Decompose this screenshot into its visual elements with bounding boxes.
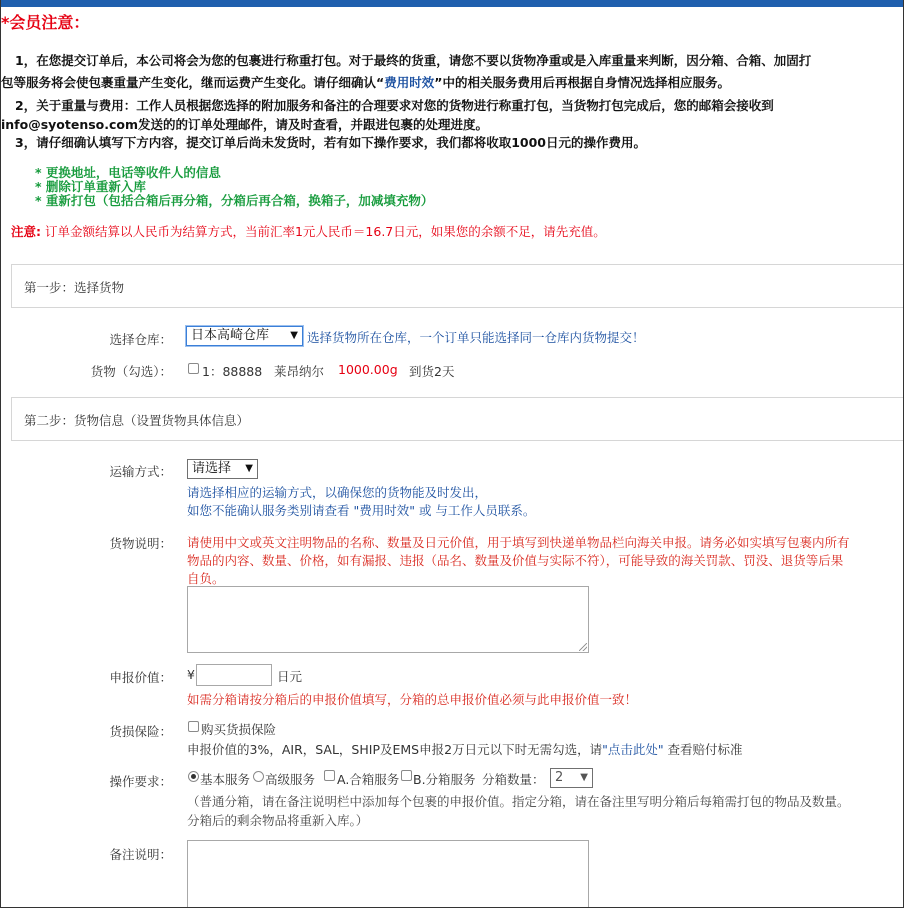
shipping-hint-line-1: 请选择相应的运输方式，以确保您的货物能及时发出， (187, 485, 488, 500)
notice-bullet-1: * 更换地址，电话等收件人的信息 (35, 165, 221, 180)
notice-bullet-3: * 重新打包（包括合箱后再分箱，分箱后再合箱，换箱子，加减填充物） (35, 193, 434, 208)
warehouse-select[interactable] (186, 326, 303, 346)
goods-checkbox[interactable] (188, 363, 199, 374)
description-hint-line-1: 请使用中文或英文注明物品的名称、数量及日元价值，用于填写到快递单物品栏向海关申报。请务必如实填写包裹内所有 (187, 535, 850, 550)
description-hint-line-2: 物品的内容、数量、价格，如有漏报、违报（品名、数量及价值与实际不符），可能导致的海关罚款、罚没、退货等后果 (187, 553, 844, 568)
notice-paragraph-1-line-1: 1，在您提交订单后，本公司将会为您的包裹进行称重打包。对于最终的货重，请您不要以货物净重或是入库重量来判断，因分箱、合箱、加固打 (15, 53, 812, 68)
notice-paragraph-3: 3，请仔细确认填写下方内容，提交订单后尚未发货时，若有如下操作要求，我们都将收取1000日元的操作费用。 (15, 135, 646, 150)
insurance-hint (187, 740, 743, 758)
step2-title: 第二步：货物信息（设置货物具体信息） (24, 413, 250, 428)
notice-p1-text-a: 包等服务将会使包裹重量产生变化，继而运费产生变化。请仔细确认“ (1, 75, 385, 90)
goods-item-arrival: 到货2天 (409, 364, 455, 379)
chevron-down-icon: ▼ (245, 463, 253, 474)
insurance-option-label: 购买货损保险 (201, 722, 277, 737)
notice-paragraph-1-line-2 (1, 73, 730, 91)
goods-label: 货物（勾选）： (90, 364, 172, 379)
basic-service-label: 基本服务 (200, 772, 251, 787)
resize-grip-icon[interactable] (579, 643, 587, 651)
goods-item-weight: 1000.00g (338, 362, 398, 377)
shipping-label: 运输方式： (109, 464, 172, 479)
remarks-label: 备注说明： (109, 847, 172, 862)
advanced-service-radio[interactable] (253, 771, 264, 782)
shipping-method-select[interactable] (187, 459, 258, 479)
notice-bullet-2: * 删除订单重新入库 (35, 179, 146, 194)
operations-label: 操作要求： (109, 774, 172, 789)
notice-paragraph-2-line-2: info@syotenso.com发送的的订单处理邮件，请及时查看，并跟进包裹的处理进度。 (1, 117, 489, 132)
shipping-select-value: 请选择 (192, 461, 232, 476)
step1-title: 第一步：选择货物 (24, 280, 125, 295)
split-count-select[interactable] (550, 768, 593, 788)
warehouse-hint: 选择货物所在仓库，一个订单只能选择同一仓库内货物提交！ (307, 330, 645, 345)
operations-hint-line-2: 分箱后的剩余物品将重新入库。） (187, 813, 369, 828)
step2-section-header (11, 397, 904, 441)
description-hint-line-3: 自负。 (187, 571, 225, 586)
warehouse-select-value: 日本高崎仓库 (191, 328, 270, 343)
insurance-checkbox[interactable] (188, 721, 199, 732)
insurance-hint-text-a: 申报价值的3%，AIR，SAL，SHIP及EMS申报2万日元以下时无需勾选，请 (187, 742, 603, 757)
declared-value-label: 申报价值： (109, 670, 172, 685)
insurance-details-link[interactable]: "点击此处" (602, 742, 664, 757)
chevron-down-icon: ▼ (290, 330, 298, 341)
notice-paragraph-2-line-1: 2，关于重量与费用：工作人员根据您选择的附加服务和备注的合理要求对您的货物进行称重打包，当货物打包完成后，您的邮箱会接收到 (15, 98, 774, 113)
split-count-label: 分箱数量： (482, 772, 545, 787)
declared-value-input[interactable] (196, 664, 272, 686)
goods-item-id: 1：88888 (202, 364, 263, 379)
chevron-down-icon: ▼ (580, 772, 588, 783)
note-label: 注意: (11, 224, 41, 239)
fee-timing-link[interactable]: 费用时效 (384, 75, 435, 90)
warehouse-label: 选择仓库： (109, 332, 172, 347)
declared-value-hint: 如需分箱请按分箱后的申报价值填写，分箱的总申报价值必须与此申报价值一致！ (187, 692, 638, 707)
merge-box-label: A.合箱服务 (337, 772, 400, 787)
yen-unit: 日元 (277, 669, 303, 684)
basic-service-radio[interactable] (188, 771, 199, 782)
split-box-label: B.分箱服务 (413, 772, 476, 787)
merge-box-checkbox[interactable] (324, 770, 335, 781)
shipping-hint-line-2: 如您不能确认服务类别请查看 "费用时效" 或 与工作人员联系。 (187, 503, 536, 518)
exchange-rate-note (11, 222, 606, 240)
split-count-value: 2 (555, 770, 564, 785)
insurance-label: 货损保险： (109, 724, 172, 739)
yen-symbol: ¥ (187, 667, 195, 682)
insurance-hint-text-b: 查看赔付标准 (663, 742, 743, 757)
step1-section-header (11, 264, 904, 308)
note-text: 订单金额结算以人民币为结算方式，当前汇率1元人民币＝16.7日元，如果您的余额不足，请先充值。 (41, 224, 606, 239)
split-box-checkbox[interactable] (401, 770, 412, 781)
description-label: 货物说明： (109, 536, 172, 551)
remarks-textarea[interactable] (187, 840, 589, 908)
operations-hint-line-1: （普通分箱，请在备注说明栏中添加每个包裹的申报价值。指定分箱，请在备注里写明分箱后每箱需打包的物品及数量。 (187, 794, 850, 809)
notice-title: *会员注意： (1, 13, 90, 32)
notice-p1-text-b: ”中的相关服务费用后再根据自身情况选择相应服务。 (434, 75, 730, 90)
goods-item-name: 莱昂纳尔 (274, 364, 325, 379)
description-textarea[interactable] (187, 586, 589, 653)
advanced-service-label: 高级服务 (265, 772, 316, 787)
top-accent-bar (1, 0, 904, 7)
